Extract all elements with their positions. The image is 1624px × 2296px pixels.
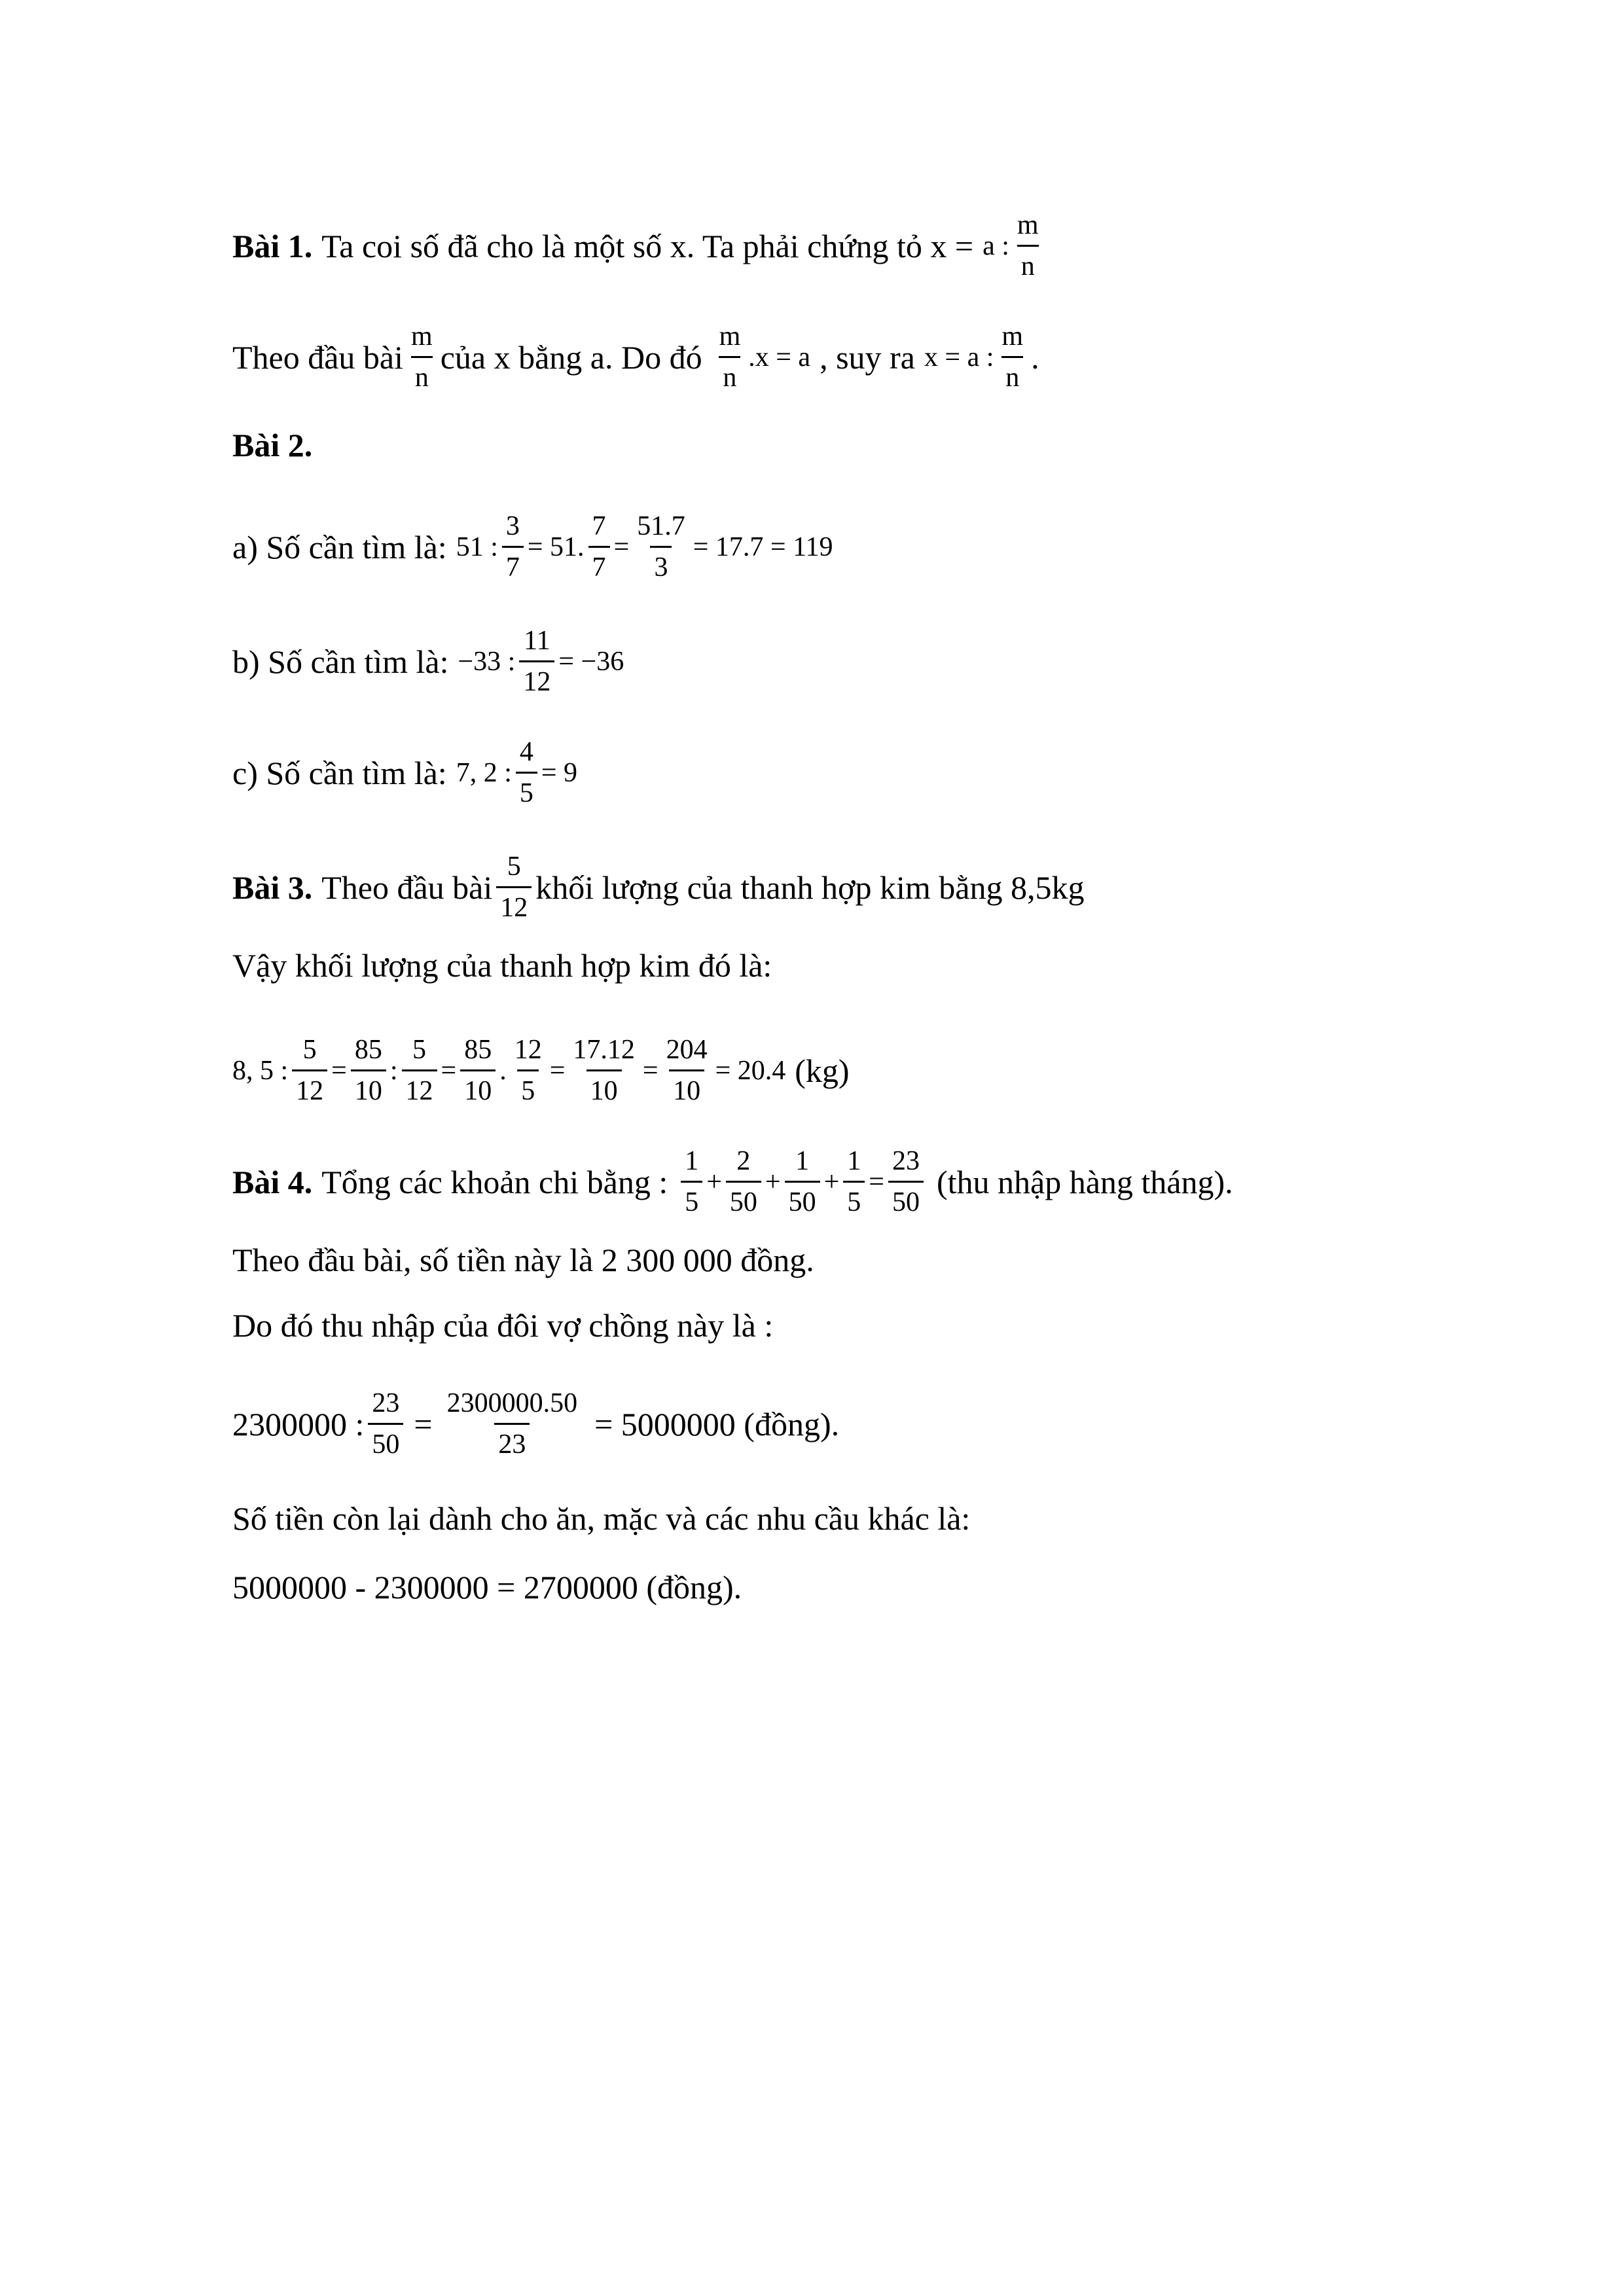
fraction: [681, 1145, 702, 1218]
numerator: 11: [524, 626, 550, 656]
bai2-heading-line: [232, 425, 312, 465]
text: khối lượng của thanh hợp kim bằng 8,5kg: [535, 869, 1085, 906]
denominator: 50: [888, 1181, 924, 1218]
bai4-line5: [232, 1499, 970, 1538]
bai2-c: [232, 736, 577, 809]
fraction-m-n: [1013, 209, 1043, 282]
math: =: [441, 1055, 457, 1086]
math: = −36: [558, 646, 624, 677]
math: 51 :: [456, 531, 498, 562]
numerator: 7: [592, 511, 606, 541]
text: Theo đầu bài, số tiền này là 2 300 000 đồng.: [232, 1242, 814, 1278]
period: .: [1031, 338, 1039, 376]
fraction: [511, 1034, 546, 1107]
bai4-line6: [232, 1568, 742, 1607]
fraction: [888, 1145, 924, 1218]
denominator: 10: [586, 1069, 622, 1107]
denominator: 12: [519, 660, 554, 698]
fraction: [402, 1034, 437, 1107]
text: 2300000 :: [232, 1405, 365, 1443]
numerator: 1: [685, 1146, 699, 1176]
fraction: [662, 1034, 712, 1107]
numerator: 23: [892, 1146, 920, 1176]
denominator: 12: [496, 886, 532, 924]
numerator: 85: [464, 1035, 492, 1065]
text: Số tiền còn lại dành cho ăn, mặc và các nhu cầu khác là:: [232, 1500, 971, 1537]
math: 7, 2 :: [456, 757, 512, 788]
numerator: 3: [505, 511, 520, 541]
numerator: 51.7: [637, 511, 685, 541]
label: b) Số cần tìm là:: [232, 643, 449, 680]
denominator: 5: [843, 1181, 865, 1218]
numerator: m: [719, 321, 741, 351]
text: , suy ra: [820, 338, 915, 376]
bai4-line1: [232, 1145, 1233, 1218]
math: =: [869, 1166, 884, 1197]
fraction: [726, 1145, 761, 1218]
math: =: [642, 1055, 659, 1086]
denominator: 7: [502, 546, 524, 583]
numerator: m: [1001, 321, 1024, 351]
label: c) Số cần tìm là:: [232, 754, 447, 791]
numerator: 17.12: [573, 1035, 635, 1065]
bai4-line2: [232, 1240, 814, 1280]
math: = 51.: [527, 531, 585, 562]
fraction: [502, 511, 524, 583]
numerator: 5: [302, 1035, 317, 1065]
fraction: [843, 1145, 865, 1218]
fraction: [496, 851, 532, 924]
math: −33 :: [458, 646, 516, 677]
text: (thu nhập hàng tháng).: [936, 1163, 1233, 1200]
denominator: 50: [785, 1181, 820, 1218]
denominator: 12: [402, 1069, 437, 1107]
numerator: 12: [514, 1035, 542, 1065]
fraction: [633, 511, 689, 583]
denominator: 12: [292, 1069, 327, 1107]
bai2-b: [232, 625, 624, 698]
bai3-line2: [232, 946, 772, 985]
math: = 9: [541, 757, 578, 788]
denominator: 10: [351, 1069, 386, 1107]
fraction-m-n: [715, 321, 745, 393]
numerator: 4: [519, 737, 533, 767]
bai4-line3: [232, 1306, 773, 1345]
bai4-heading: Bài 4.: [232, 1163, 313, 1200]
numerator: 5: [507, 852, 521, 882]
fraction: [516, 736, 537, 809]
text: = 5000000 (đồng).: [594, 1405, 840, 1443]
fraction: [351, 1034, 386, 1107]
bai2-a: [232, 511, 833, 583]
fraction: [443, 1388, 582, 1460]
text: Theo đầu bài: [321, 869, 493, 906]
math-x-eq-a: .x = a: [748, 342, 811, 372]
denominator: 5: [516, 772, 537, 809]
bai3-calc: [232, 1034, 850, 1107]
text: của x bằng a. Do đó: [440, 338, 702, 376]
fraction: [588, 511, 610, 583]
bai1-text: Ta coi số đã cho là một số x. Ta phải chứng tỏ x =: [321, 227, 974, 264]
fraction-m-n: [407, 321, 437, 393]
numerator: 23: [372, 1388, 400, 1418]
denominator: 3: [650, 546, 672, 583]
denominator: 50: [368, 1423, 403, 1460]
denominator: n: [411, 356, 433, 393]
bai1-line1: [232, 209, 1047, 282]
equals: =: [414, 1405, 433, 1443]
numerator: 85: [354, 1035, 382, 1065]
text: 5000000 - 2300000 = 2700000 (đồng).: [232, 1569, 742, 1605]
math: =: [549, 1055, 566, 1086]
numerator: m: [1017, 210, 1039, 240]
unit: (kg): [795, 1052, 850, 1089]
denominator: n: [1001, 356, 1023, 393]
bai3-line1: [232, 851, 1084, 924]
numerator: 204: [666, 1035, 708, 1065]
math: +: [765, 1166, 781, 1197]
fraction: [292, 1034, 327, 1107]
fraction-m-n: [998, 321, 1027, 393]
numerator: 1: [795, 1146, 810, 1176]
math: +: [823, 1166, 840, 1197]
math: =: [613, 531, 630, 562]
fraction: [569, 1034, 639, 1107]
denominator: 23: [494, 1423, 530, 1460]
numerator: m: [411, 321, 433, 351]
math: :: [389, 1055, 398, 1086]
fraction: [519, 625, 554, 698]
math-x-eq-a-div: x = a :: [924, 342, 994, 372]
math: = 17.7 = 119: [693, 531, 833, 562]
math: .: [499, 1055, 507, 1086]
fraction: [785, 1145, 820, 1218]
fraction: [368, 1388, 403, 1460]
bai4-calc: [232, 1388, 839, 1460]
label: a) Số cần tìm là:: [232, 528, 447, 565]
denominator: 5: [681, 1181, 702, 1218]
text: Vậy khối lượng của thanh hợp kim đó là:: [232, 947, 772, 984]
denominator: 50: [726, 1181, 761, 1218]
text: Theo đầu bài: [232, 338, 404, 376]
math: = 20.4: [715, 1055, 786, 1086]
text: Do đó thu nhập của đôi vợ chồng này là :: [232, 1307, 774, 1344]
denominator: 10: [460, 1069, 496, 1107]
denominator: n: [1017, 245, 1039, 282]
bai1-line2: [232, 321, 1039, 393]
numerator: 2300000.50: [446, 1388, 578, 1418]
denominator: 10: [669, 1069, 704, 1107]
math-a: a :: [983, 230, 1009, 261]
numerator: 5: [412, 1035, 427, 1065]
math: +: [706, 1166, 722, 1197]
bai1-math: [983, 209, 1046, 282]
fraction: [460, 1034, 496, 1107]
bai1-heading: Bài 1.: [232, 227, 313, 264]
math: 8, 5 :: [232, 1055, 289, 1086]
numerator: 2: [736, 1146, 751, 1176]
denominator: 7: [588, 546, 610, 583]
text: Tổng các khoản chi bằng :: [321, 1163, 668, 1200]
bai2-heading: Bài 2.: [232, 427, 313, 463]
bai3-heading: Bài 3.: [232, 869, 313, 906]
math: =: [331, 1055, 347, 1086]
denominator: 5: [517, 1069, 539, 1107]
denominator: n: [719, 356, 740, 393]
numerator: 1: [847, 1146, 861, 1176]
